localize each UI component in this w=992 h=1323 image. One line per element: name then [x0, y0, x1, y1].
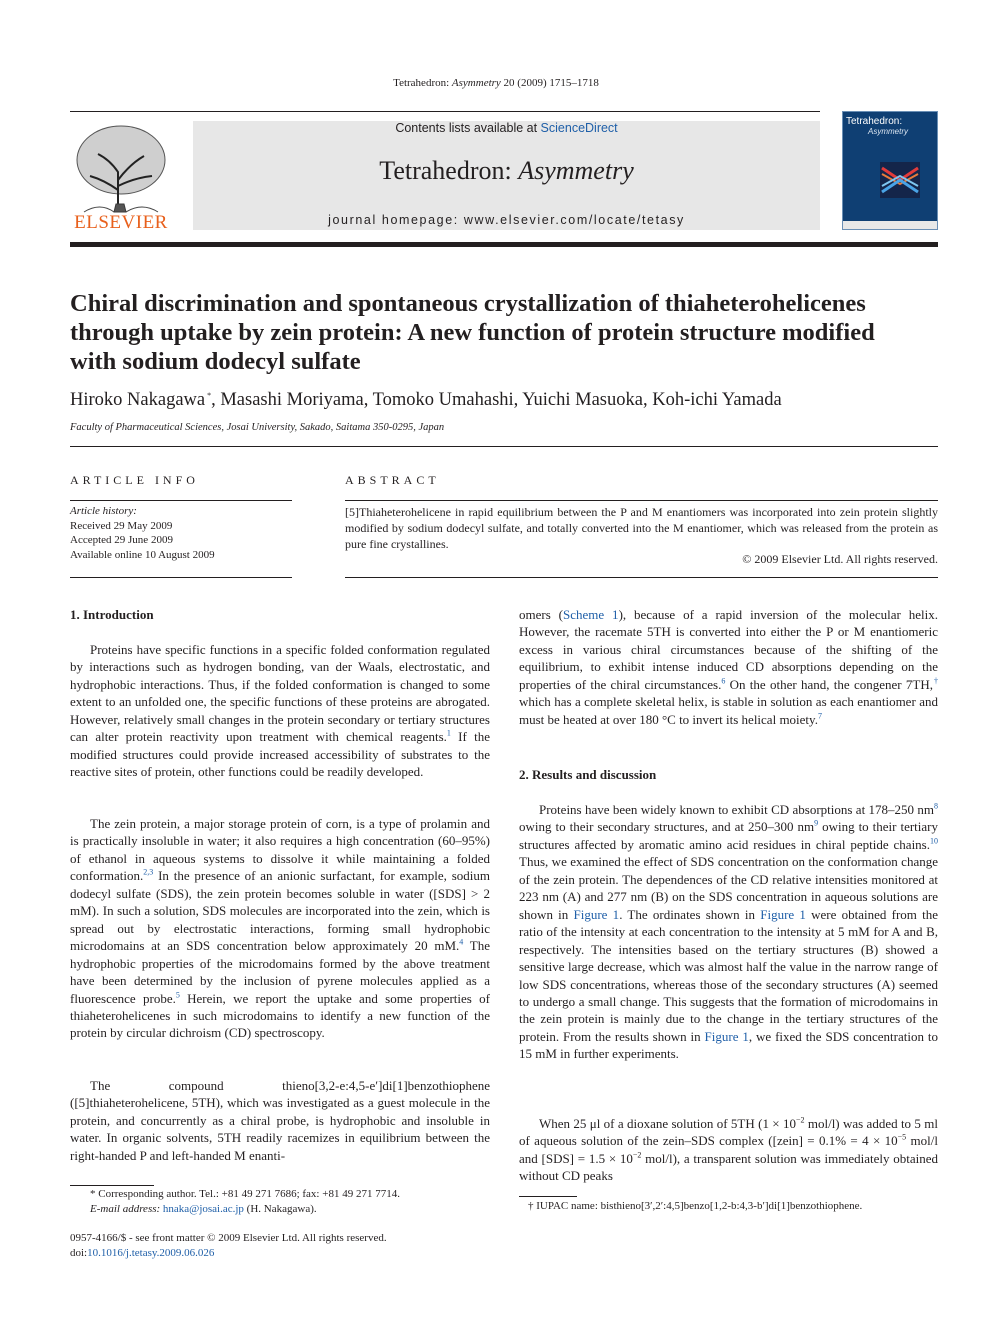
sciencedirect-link[interactable]: ScienceDirect	[540, 121, 618, 135]
footnote-rule	[70, 1185, 154, 1186]
ref-link[interactable]: 8	[934, 801, 938, 811]
author-list: Hiroko Nakagawa *, Masashi Moriyama, Tomoko Umahashi, Yuichi Masuoka, Koh-ichi Yamada	[70, 390, 782, 410]
intro-paragraph-3: The compound thieno[3,2-e:4,5-e′]di[1]benzothiophene ([5]thiaheterohelicene, 5TH), which was investigated as a guest molecule in the protein, and concurrently as a chiral probe, is hydrophobic and insoluble in water. In organic solvents, 5TH readily racemizes in equilibrium between the right-handed P and left-handed M enanti-	[70, 1078, 490, 1163]
ref-link[interactable]: 9	[814, 819, 819, 829]
doi-link[interactable]: 10.1016/j.tetasy.2009.06.026	[87, 1246, 215, 1259]
ref-link[interactable]: 5	[175, 990, 180, 1000]
figure-1-link[interactable]: Figure 1	[760, 906, 806, 922]
ref-link[interactable]: 6	[721, 676, 726, 686]
article-title: Chiral discrimination and spontaneous crystallization of thiaheterohelicenes through uptake by zein protein: A new function of protein structure modified with sodium dodecyl sulfate	[70, 290, 875, 375]
results-paragraph-1: Proteins have been widely known to exhibit CD absorptions at 178–250 $nm^8$ owing to their secondary structures, and at 250–300 $nm^9$ owing to their tertiary structures affected by aromatic amino acid residues in chiral peptide chains.$^{10}$ Thus, we examined the effect of SDS concentration on the conformation change of the zein protein. The dependences of the CD relative intensities monitored at 223 nm (A) and 277 nm (B) on the SDS concentration in aqueous solutions are shown in Figure 1. The ordinates shown in Figure 1 were obtained from the ratio of the intensity at each concentration to the intensity at 5 mM for A and B, respectively. The intensities based on the tertiary structures (B) showed a sensitive large decrease, which was almost half the value in the narrow range of low SDS concentrations, whereas those of the secondary structures (A) seemed to undergo a small change. This suggests that the formation of microdomains in the zein protein is mainly due to the change in the tertiary structures of the protein. From the results shown in Figure 1, we fixed the SDS concentration to 15 mM in further experiments.	[519, 801, 939, 1062]
intro-paragraph-1: Proteins have specific functions in a specific folded conformation regulated by interactions such as hydrogen bonding, van der Waals, electrostatic, and hydrophobic interactions. Thus, if the folded conformation is changed to some extent to an unfolded one, the specific functions of these proteins are abrogated. However, relatively small changes in the protein secondary or tertiary structures can alter protein reactivity upon treatment with chemical reagents.$^1$ If the modified structures could provide increased accessibility of substrates to the reactive sites of protein, other functions could be readily developed.	[70, 642, 490, 780]
footnote-rule	[519, 1196, 577, 1197]
results-heading: 2. Results and discussion	[519, 767, 657, 782]
abstract-rule-top	[345, 500, 938, 501]
article-info-rule-bottom	[70, 577, 292, 578]
cover-image	[880, 162, 920, 198]
abstract-rule-bottom	[345, 577, 938, 578]
copyright-notice: © 2009 Elsevier Ltd. All rights reserved.	[742, 552, 938, 566]
corresponding-author-footnote: * Corresponding author. Tel.: +81 49 271 7686; fax: +81 49 271 7714. E-mail address: hnaka@josai.ac.jp (H. Nakagawa).	[90, 1188, 400, 1215]
elsevier-wordmark: ELSEVIER	[74, 212, 168, 233]
ref-link[interactable]: 7	[817, 711, 822, 721]
header-rule	[70, 111, 820, 112]
ref-link[interactable]: 10	[930, 836, 938, 846]
affiliation: Faculty of Pharmaceutical Sciences, Josai University, Sakado, Saitama 350-0295, Japan	[70, 422, 445, 433]
intro-paragraph-2: The zein protein, a major storage protein of corn, is a type of prolamin and is practically insoluble in water; it also requires a high concentration (60–95%) of ethanol in aqueous systems to dissolve it while maintaining a folded conformation.$^{2,3}$ In the presence of an anionic surfactant, for example, sodium dodecyl sulfate (SDS), the zein protein becomes soluble in water ([SDS] > 2 mM). In such a solution, SDS molecules are incorporated into the zein, which is spread out by electrostatic interactions, forming small hydrophobic microdomains at an SDS concentration below approximately 20 mM.$^4$ The hydrophobic properties of the microdomains formed by the above treatment have been determined by the inclusion of pyrene molecules applied as a fluorescence probe.$^5$ Herein, we report the uptake and some properties of thiaheterohelicenes in such microdomains to identify a new function of the protein by circular dichroism (CD) spectroscopy.	[70, 816, 491, 1041]
results-paragraph-2: When 25 μl of a dioxane solution of 5TH ($1 \times 10^{-2}$ mol/l) was added to 5 ml of aqueous solution of the zein–SDS complex ([zein] = $0.1\% = 4 \times 10^{-5}$ mol/l and $[SDS] = 1.5 \times 10^{-2}$ mol/l), a transparent solution was immediately obtained without CD peaks	[519, 1115, 938, 1184]
email-link[interactable]: hnaka@josai.ac.jp	[162, 1202, 244, 1215]
figure-1-link[interactable]: Figure 1	[573, 906, 620, 922]
accepted-date: Accepted 29 June 2009	[70, 534, 173, 546]
history-label: Article history:	[70, 505, 137, 517]
header-thick-rule	[70, 242, 938, 247]
online-date: Available online 10 August 2009	[70, 548, 215, 561]
abstract-text: [5]Thiaheterohelicene in rapid equilibrium between the P and M enantiomers was incorporated into zein protein slightly modified by sodium dodecyl sulfate, and totally converted into the M enantiomer, which was released from the protein as pure fine crystallines.	[345, 505, 938, 551]
article-history	[70, 504, 215, 562]
figure-1-link[interactable]: Figure 1	[704, 1028, 749, 1044]
article-info-rule-top	[70, 500, 292, 501]
corresponding-author-mark: *	[205, 390, 212, 400]
ref-link[interactable]: 1	[446, 728, 451, 738]
issn-line: 0957-4166/$ - see front matter © 2009 Elsevier Ltd. All rights reserved.	[70, 1232, 387, 1244]
journal-homepage[interactable]: journal homepage: www.elsevier.com/locate/tetasy	[328, 213, 685, 227]
intro-paragraph-continued: omers (Scheme 1), because of a rapid inversion of the molecular helix. However, the racemate 5TH is converted into either the P or M enantiomeric excess in various chiral circumstances because of the shifting of the equilibrium, to exhibit intense induced CD absorptions depending on the properties of the chiral circumstances.$^6$ On the other hand, the congener 7TH,† which has a complete skeletal helix, is stable in solution as each enantiomer and must be heated at over 180 °C to invert its helical moiety.$^7$	[519, 607, 938, 727]
abstract-heading: ABSTRACT	[345, 473, 440, 487]
article-info-heading: ARTICLE INFO	[70, 473, 199, 487]
affiliation-rule	[70, 446, 938, 447]
cover-subtitle: Asymmetry	[868, 127, 908, 136]
journal-title: Tetrahedron: Asymmetry	[379, 156, 634, 185]
ref-link[interactable]: 2,3	[143, 868, 154, 878]
cover-footer-strip	[843, 221, 937, 229]
scheme-1-link[interactable]: Scheme 1	[563, 607, 619, 622]
iupac-footnote: † IUPAC name: bisthieno[3′,2′:4,5]benzo[1,2-b:4,3-b′]di[1]benzothiophene.	[528, 1200, 863, 1212]
ref-link[interactable]: 4	[459, 937, 464, 947]
running-head: Tetrahedron: Asymmetry 20 (2009) 1715–1718	[393, 77, 599, 89]
footnote-link[interactable]: †	[932, 676, 938, 686]
contents-line: Contents lists available at ScienceDirect	[395, 121, 618, 135]
issn-doi-block: 0957-4166/$ - see front matter © 2009 Elsevier Ltd. All rights reserved. doi:10.1016/j.tetasy.2009.06.026	[70, 1232, 387, 1259]
introduction-heading: 1. Introduction	[70, 607, 154, 622]
cover-title: Tetrahedron:	[846, 116, 903, 127]
received-date: Received 29 May 2009	[70, 519, 173, 532]
